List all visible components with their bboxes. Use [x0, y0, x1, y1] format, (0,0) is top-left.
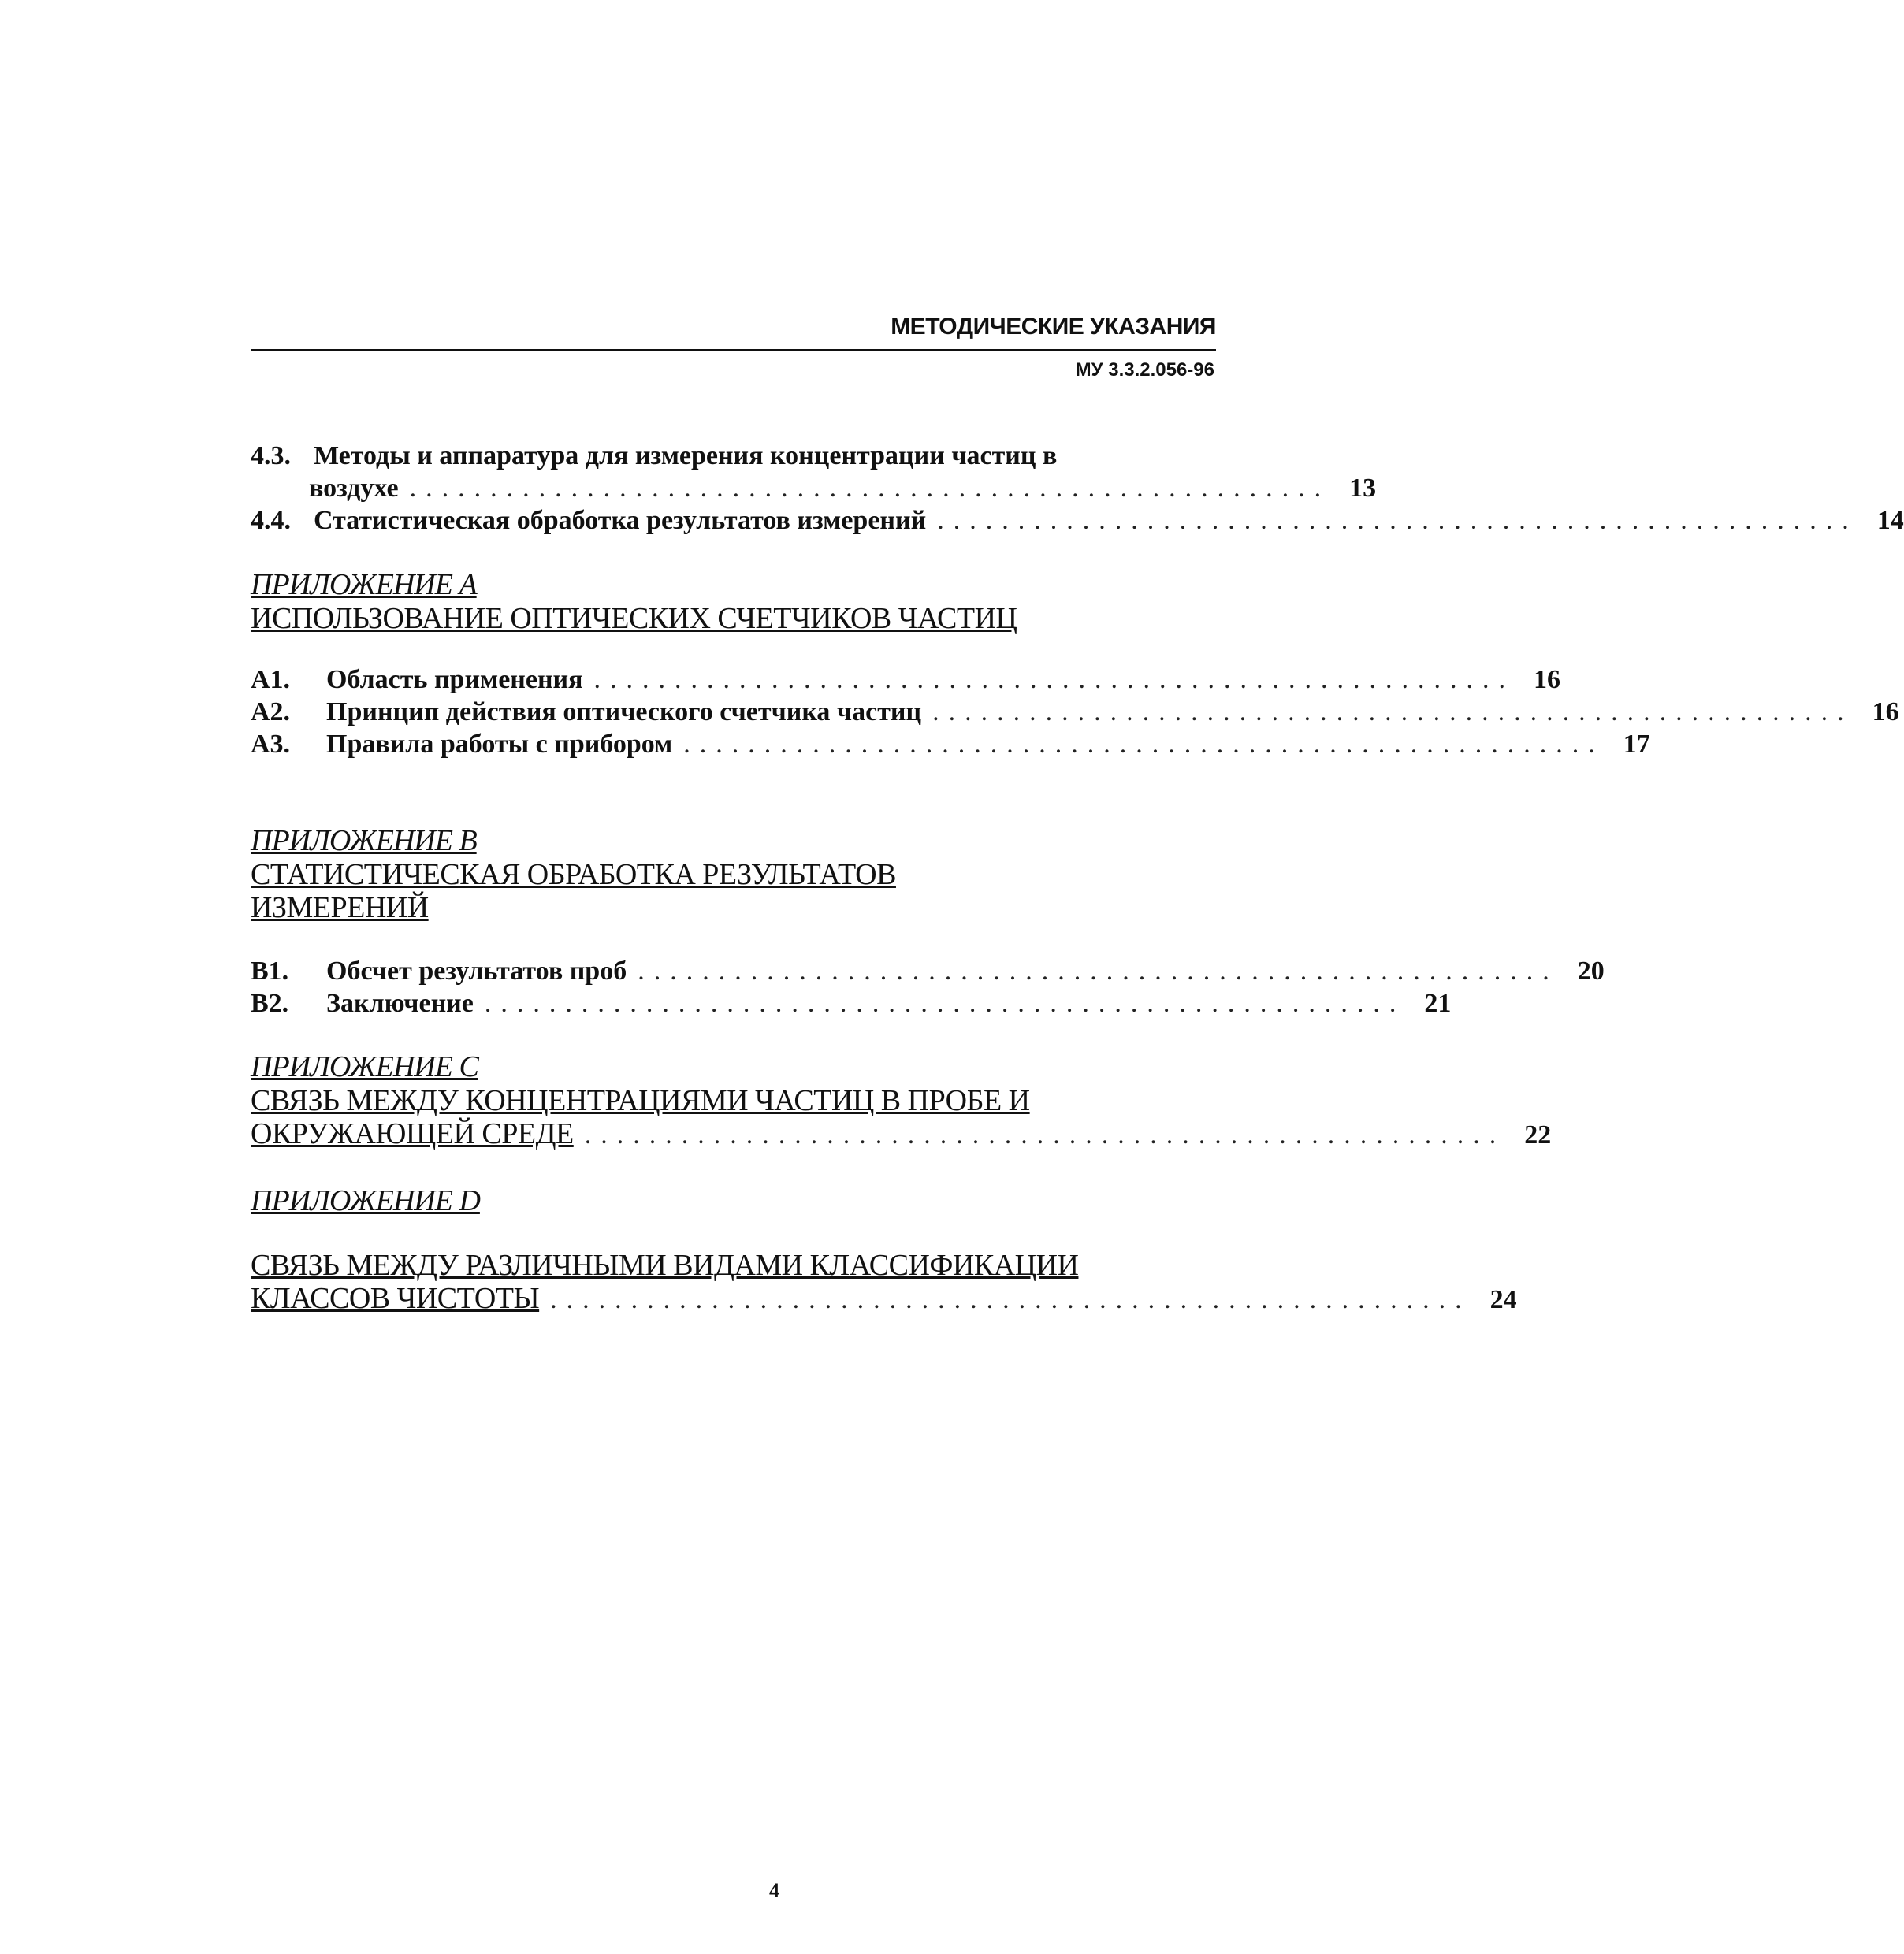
toc-item-b1 — [251, 955, 1605, 987]
header-rule — [251, 349, 1216, 351]
dot-leader: ......................................................... — [593, 665, 1515, 694]
appendix-label: ПРИЛОЖЕНИЕ С — [251, 1050, 478, 1083]
toc-item-number: А2. — [251, 697, 291, 726]
toc-item-number: В2. — [251, 989, 289, 1018]
header-title: МЕТОДИЧЕСКИЕ УКАЗАНИЯ — [891, 314, 1216, 340]
dot-leader: ......................................................... — [683, 730, 1605, 759]
toc-page-number: 20 — [1577, 957, 1605, 986]
toc-item-title: Принцип действия оптического счетчика частиц — [326, 697, 922, 726]
appendix-label: ПРИЛОЖЕНИЕ А — [251, 568, 477, 601]
toc-item-number: 4.3. — [251, 441, 291, 470]
toc-appendix-a-items — [251, 663, 1899, 760]
toc-item-4-4 — [251, 504, 1904, 537]
dot-leader: ......................................................... — [484, 989, 1406, 1018]
toc-appendix-d-title — [251, 1249, 1517, 1317]
appendix-title-line2-row — [251, 1117, 1552, 1152]
toc-appendix-c — [251, 1049, 1552, 1152]
toc-item-4-3-line2 — [251, 472, 1377, 504]
toc-page-number: 13 — [1349, 474, 1377, 503]
dot-leader: ......................................................... — [584, 1120, 1506, 1150]
toc-item-number: В1. — [251, 957, 289, 986]
toc-page-number: 21 — [1424, 989, 1452, 1018]
dot-leader: ......................................................... — [932, 697, 1854, 726]
appendix-label: ПРИЛОЖЕНИЕ D — [251, 1184, 480, 1217]
toc-item-a3 — [251, 728, 1650, 760]
dot-leader: ......................................................... — [550, 1285, 1471, 1314]
toc-item-title: Заключение — [326, 989, 474, 1018]
dot-leader: ......................................................... — [638, 957, 1559, 986]
toc-section-4 — [251, 440, 1904, 537]
toc-item-a1 — [251, 663, 1561, 696]
toc-item-4-3-line1 — [251, 440, 1169, 472]
appendix-title-line2: ИЗМЕРЕНИЙ — [251, 891, 429, 924]
toc-page-number: 22 — [1524, 1120, 1552, 1150]
toc-appendix-a — [251, 567, 1169, 635]
document-code: МУ 3.3.2.056-96 — [1075, 359, 1214, 381]
appendix-title-line2: КЛАССОВ ЧИСТОТЫ — [251, 1282, 540, 1315]
appendix-title-line1: СТАТИСТИЧЕСКАЯ ОБРАБОТКА РЕЗУЛЬТАТОВ — [251, 858, 896, 891]
toc-item-title: Статистическая обработка результатов измерений — [314, 506, 927, 535]
toc-item-title: Методы и аппаратура для измерения концентрации частиц в — [314, 441, 1058, 470]
page-number: 4 — [769, 1879, 779, 1902]
appendix-title-line1: СВЯЗЬ МЕЖДУ РАЗЛИЧНЫМИ ВИДАМИ КЛАССИФИКАЦИИ — [251, 1249, 1079, 1282]
toc-appendix-b-items — [251, 955, 1605, 1020]
appendix-title-line2-row — [251, 1282, 1517, 1317]
toc-item-b2 — [251, 987, 1452, 1020]
toc-page-number: 24 — [1489, 1285, 1517, 1314]
toc-item-number: 4.4. — [251, 506, 291, 535]
toc-appendix-d — [251, 1183, 1169, 1218]
dot-leader: ......................................................... — [409, 474, 1331, 503]
appendix-label: ПРИЛОЖЕНИЕ В — [251, 824, 477, 857]
appendix-title-line2: ОКРУЖАЮЩЕЙ СРЕДЕ — [251, 1117, 574, 1150]
toc-page-number: 14 — [1876, 506, 1904, 535]
toc-item-a2 — [251, 696, 1899, 728]
appendix-title-line1: СВЯЗЬ МЕЖДУ КОНЦЕНТРАЦИЯМИ ЧАСТИЦ В ПРОБЕ И — [251, 1084, 1030, 1117]
toc-item-title: Обсчет результатов проб — [326, 957, 627, 986]
appendix-title: ИСПОЛЬЗОВАНИЕ ОПТИЧЕСКИХ СЧЕТЧИКОВ ЧАСТИЦ — [251, 602, 1017, 635]
toc-page-number: 16 — [1534, 665, 1561, 694]
toc-page-number: 17 — [1623, 730, 1650, 759]
toc-appendix-b — [251, 823, 1169, 924]
toc-item-number: А3. — [251, 730, 291, 759]
toc-item-number: А1. — [251, 665, 291, 694]
toc-item-title: Правила работы с прибором — [326, 730, 673, 759]
toc-item-title-cont: воздухе — [309, 474, 399, 503]
toc-page-number: 16 — [1872, 697, 1899, 726]
toc-item-title: Область применения — [326, 665, 583, 694]
dot-leader: ......................................................... — [937, 506, 1858, 535]
